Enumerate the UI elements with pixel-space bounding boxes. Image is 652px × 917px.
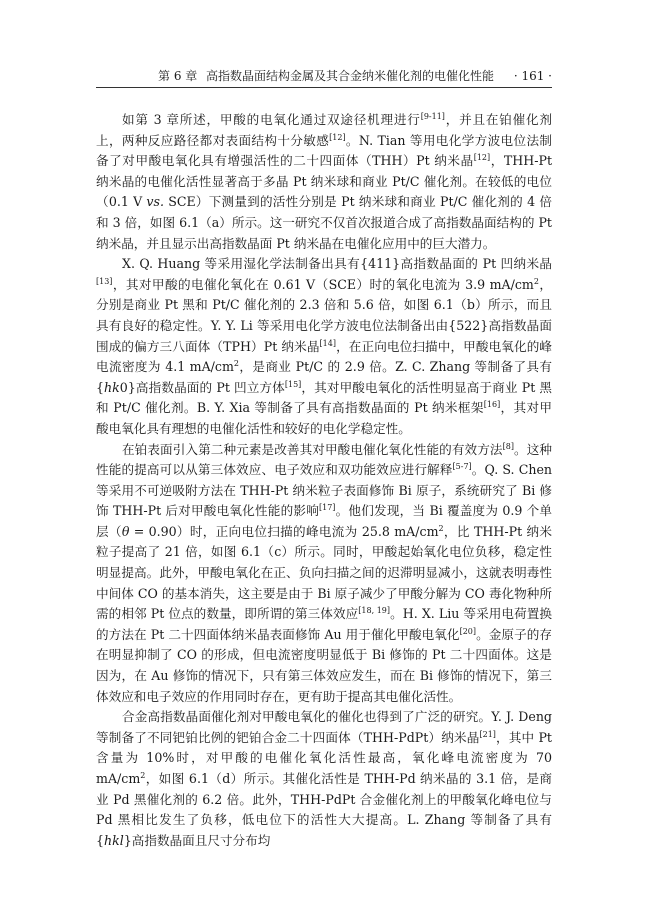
text-run: ，是商业 Pt/C 的 2.9 倍。Z. C. Zhang 等制备了具有{ bbox=[96, 359, 552, 395]
text-run: 。H. X. Liu 等采用电荷置换的方法在 Pt 二十四面体纳米晶表面修饰 Au 用于催化甲酸电氧化 bbox=[96, 606, 553, 642]
text-run: ，在正向电位扫描中，甲酸电氧化的峰电流密度为 4.1 mA/cm bbox=[96, 338, 553, 375]
text-run: 。Q. S. Chen 等采用不可逆吸附方法在 THH-Pt 纳米粒子表面修饰 Bi 原子，系统研究了 Bi 修饰 THH-Pt 后对甲酸电氧化性能的影响 bbox=[96, 462, 553, 519]
running-header bbox=[96, 66, 552, 86]
text-run: 在铂表面引入第二种元素是改善其对甲酸电催化氧化性能的有效方法 bbox=[122, 441, 503, 457]
text-run: ，并且在铂催化剂上，两种反应路径都对表面结构十分敏感 bbox=[96, 112, 553, 148]
superscript: [12] bbox=[329, 132, 346, 142]
text-run: 0}高指数晶面的 Pt 凹立方体 bbox=[119, 379, 285, 395]
text-run: ，THH-Pt 纳米晶的电催化活性显著高于多晶 Pt 纳米球和商业 Pt/C 催化剂。在较低的电位（0.1 V bbox=[96, 153, 552, 210]
text-run: ，其对甲酸电氧化的活性明显高于商业 Pt 黑和 Pt/C 催化剂。B. Y. Xia 等制备了具有高指数晶面的 Pt 纳米框架 bbox=[96, 379, 552, 416]
text-run: 合金高指数晶面催化剂对甲酸电氧化的催化也得到了广泛的研究。Y. J. Deng 等制备了不同钯铂比例的钯铂合金二十四面体（THH-PdPt）纳米晶 bbox=[96, 709, 552, 745]
superscript: [5-7] bbox=[452, 462, 472, 472]
superscript: [8] bbox=[502, 441, 514, 451]
superscript: [9-11] bbox=[420, 112, 445, 121]
paragraph bbox=[96, 110, 552, 254]
text-run: 。这种性能的提高可以从第三体效应、电子效应和双功能效应进行解释 bbox=[96, 441, 553, 478]
text-run: 。N. Tian 等用电化学方波电位法制备了对甲酸电氧化具有增强活性的二十四面体（THH）Pt 纳米晶 bbox=[96, 132, 552, 169]
superscript: [15] bbox=[284, 379, 302, 389]
text-run: 。金原子的存在明显抑制了 CO 的形成，但电流密度明显低于 Bi 修饰的 Pt 二十四面体。这是因为，在 Au 修饰的情况下，只有第三体效应发生，而在 Bi 修饰的情况下，第三体效应和电子效应的作用同时存在，更有助于提高其电催化活性。 bbox=[96, 626, 552, 704]
chapter-label: 第 6 章 bbox=[158, 69, 198, 83]
superscript: [18, 19] bbox=[358, 606, 391, 616]
text-run: ，其中 Pt 含量为 10%时，对甲酸的电催化氧化活性最高，氧化峰电流密度为 70 mA/cm bbox=[96, 729, 552, 786]
superscript: [13] bbox=[96, 276, 113, 286]
italic-text: vs. bbox=[146, 194, 164, 210]
superscript: 2 bbox=[140, 771, 146, 780]
text-run: 。他们发现，当 Bi 覆盖度为 0.9 个单层（ bbox=[96, 503, 552, 539]
paragraph bbox=[96, 254, 552, 439]
paragraph bbox=[96, 707, 552, 851]
superscript: [16] bbox=[483, 400, 501, 410]
text-run: ，如图 6.1（d）所示。其催化活性是 THH-Pd 纳米晶的 3.1 倍，是商业 Pd 黑催化剂的 6.2 倍。此外，THH-PdPt 合金催化剂上的甲酸氧化峰电位与 Pd 黑相比发生了负移，低电位下的活性大大提高。L. Zhang 等制备了具有{ bbox=[96, 771, 552, 848]
superscript: [21] bbox=[479, 729, 496, 739]
page-number: · 161 · bbox=[513, 69, 552, 83]
body-text bbox=[96, 110, 552, 851]
italic-text: θ bbox=[121, 523, 130, 539]
superscript: [20] bbox=[459, 626, 477, 636]
superscript: [17] bbox=[319, 503, 336, 513]
superscript: 2 bbox=[233, 359, 240, 369]
text-run: }高指数晶面且尺寸分布均 bbox=[123, 832, 271, 848]
text-run: 如第 3 章所述，甲酸的电氧化通过双途径机理进行 bbox=[122, 112, 421, 127]
header-rule bbox=[96, 87, 552, 88]
text-run: ，分别是商业 Pt 黑和 Pt/C 催化剂的 2.3 倍和 5.6 倍，如图 6.1（b）所示，而且具有良好的稳定性。Y. Y. Li 等采用电化学方波电位法制备出由{522}高指数晶面围成的偏方三八面体（TPH）Pt 纳米晶 bbox=[96, 276, 552, 354]
superscript: 2 bbox=[438, 523, 444, 533]
text-run: ，其对甲酸的电催化氧化在 0.61 V（SCE）时的氧化电流为 3.9 mA/cm bbox=[112, 276, 534, 292]
text-run: SCE）下测量到的活性分别是 Pt 纳米球和商业 Pt/C 催化剂的 4 倍和 3 倍，如图 6.1（a）所示。这一研究不仅首次报道合成了高指数晶面结构的 Pt 纳米晶，并且显示出高指数晶面 Pt 纳米晶在电催化应用中的巨大潜力。 bbox=[96, 194, 552, 251]
text-run: X. Q. Huang 等采用湿化学法制备出具有{411}高指数晶面的 Pt 凹纳米晶 bbox=[122, 256, 552, 272]
superscript: [12] bbox=[473, 153, 491, 163]
paragraph bbox=[96, 440, 552, 708]
text-run: ，其对甲酸电氧化具有理想的电催化活性和较好的电化学稳定性。 bbox=[96, 400, 552, 436]
italic-text: hkl bbox=[104, 832, 124, 848]
text-run: = 0.90）时，正向电位扫描的峰电流为 25.8 mA/cm bbox=[129, 523, 439, 539]
text-run: ，比 THH-Pt 纳米粒子提高了 21 倍，如图 6.1（c）所示。同时，甲酸起始氧化电位负移，稳定性明显提高。此外，甲酸电氧化在正、负向扫描之间的迟滞明显减小，这就表明毒性中间体 CO 的基本消失，这主要是由于 Bi 原子减少了甲酸分解为 CO 毒化物种所需的相邻 Pt 位点的数量，即所谓的第三体效应 bbox=[96, 523, 553, 622]
chapter-title: 高指数晶面结构金属及其合金纳米催化剂的电催化性能 bbox=[206, 69, 495, 83]
superscript: 2 bbox=[533, 276, 539, 286]
superscript: [14] bbox=[319, 338, 336, 348]
italic-text: hk bbox=[104, 379, 120, 395]
